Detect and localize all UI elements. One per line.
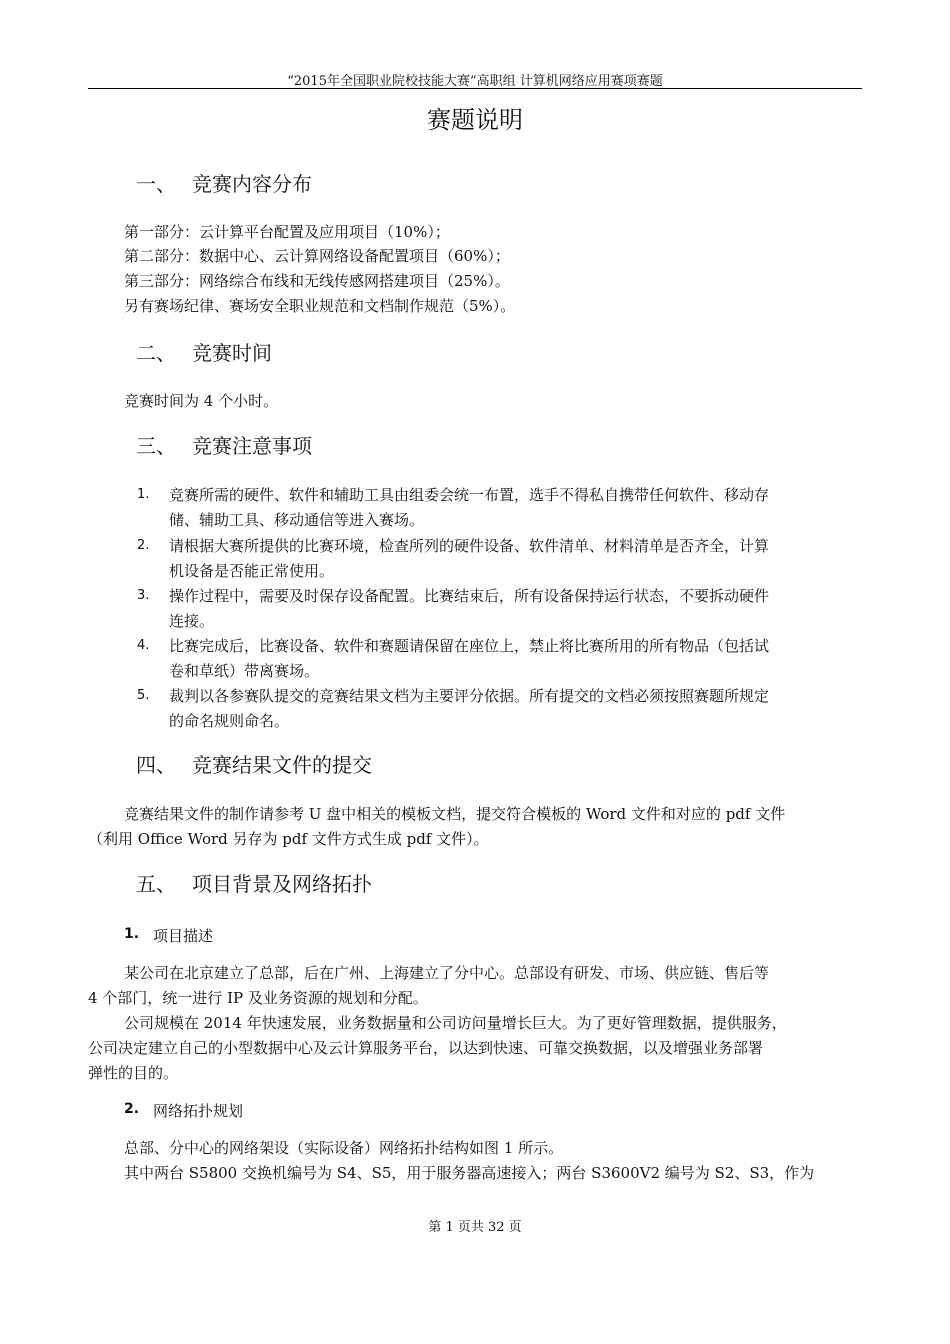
- subsection-number: 2.: [124, 1101, 140, 1117]
- body-line: 总部、分中心的网络架设（实际设备）网络拓扑结构如图 1 所示。: [124, 1139, 564, 1157]
- list-item-text: 的命名规则命名。: [169, 712, 290, 730]
- list-item-text: 储、辅助工具、移动通信等进入赛场。: [169, 511, 425, 529]
- list-item-number: 5.: [137, 688, 150, 703]
- body-line: 公司决定建立自己的小型数据中心及云计算服务平台，以达到快速、可靠交换数据，以及增强业务部署: [88, 1039, 764, 1057]
- body-line: 竞赛结果文件的制作请参考 U 盘中相关的模板文档，提交符合模板的 Word 文件和对应的 pdf 文件: [124, 805, 786, 823]
- body-line: 某公司在北京建立了总部，后在广州、上海建立了分中心。总部设有研发、市场、供应链、售后等: [124, 964, 770, 982]
- list-item-text: 操作过程中，需要及时保存设备配置。比赛结束后，所有设备保持运行状态，不要拆动硬件: [169, 587, 770, 605]
- section-heading: 竞赛结果文件的提交: [192, 753, 372, 777]
- page-footer: 第 1 页共 32 页: [428, 1220, 522, 1235]
- section-number: 五、: [136, 872, 176, 896]
- body-line: 第三部分：网络综合布线和无线传感网搭建项目（25%）。: [124, 272, 510, 290]
- body-line: （利用 Office Word 另存为 pdf 文件方式生成 pdf 文件）。: [88, 830, 489, 848]
- list-item-number: 1.: [137, 487, 150, 502]
- body-line: 第一部分：云计算平台配置及应用项目（10%）；: [124, 223, 450, 241]
- section-heading: 项目背景及网络拓扑: [192, 872, 372, 896]
- subsection-number: 1.: [124, 926, 140, 942]
- header-divider: [88, 88, 862, 89]
- subsection-heading: 项目描述: [153, 927, 214, 945]
- list-item-number: 3.: [137, 588, 150, 603]
- section-heading: 竞赛注意事项: [192, 434, 312, 458]
- subsection-heading: 网络拓扑规划: [153, 1102, 244, 1120]
- list-item-number: 4.: [137, 638, 150, 653]
- list-item-text: 机设备是否能正常使用。: [169, 562, 335, 580]
- section-heading: 竞赛时间: [192, 341, 272, 365]
- section-number: 一、: [136, 172, 176, 196]
- body-line: 其中两台 S5800 交换机编号为 S4、S5，用于服务器高速接入；两台 S3600V2 编号为 S2、S3，作为: [124, 1164, 815, 1182]
- page-header: “2015年全国职业院校技能大赛”高职组 计算机网络应用赛项赛题: [287, 74, 663, 89]
- section-number: 四、: [136, 753, 176, 777]
- section-number: 三、: [136, 434, 176, 458]
- list-item-text: 连接。: [169, 612, 215, 630]
- body-line: 另有赛场纪律、赛场安全职业规范和文档制作规范（5%）。: [124, 297, 516, 315]
- body-line: 4 个部门，统一进行 IP 及业务资源的规划和分配。: [88, 989, 428, 1007]
- body-line: 弹性的目的。: [88, 1064, 179, 1082]
- document-title: 赛题说明: [427, 106, 523, 134]
- list-item-text: 卷和草纸）带离赛场。: [169, 662, 320, 680]
- list-item-text: 裁判以各参赛队提交的竞赛结果文档为主要评分依据。所有提交的文档必须按照赛题所规定: [169, 687, 770, 705]
- body-line: 第二部分：数据中心、云计算网络设备配置项目（60%）；: [124, 247, 510, 265]
- list-item-number: 2.: [137, 538, 150, 553]
- section-number: 二、: [136, 341, 176, 365]
- list-item-text: 请根据大赛所提供的比赛环境，检查所列的硬件设备、软件清单、材料清单是否齐全，计算: [169, 537, 770, 555]
- list-item-text: 比赛完成后，比赛设备、软件和赛题请保留在座位上，禁止将比赛所用的所有物品（包括试: [169, 637, 770, 655]
- body-line: 竞赛时间为 4 个小时。: [124, 392, 279, 410]
- body-line: 公司规模在 2014 年快速发展，业务数据量和公司访问量增长巨大。为了更好管理数据，提供服务，: [124, 1014, 787, 1032]
- section-heading: 竞赛内容分布: [192, 172, 312, 196]
- list-item-text: 竞赛所需的硬件、软件和辅助工具由组委会统一布置，选手不得私自携带任何软件、移动存: [169, 486, 770, 504]
